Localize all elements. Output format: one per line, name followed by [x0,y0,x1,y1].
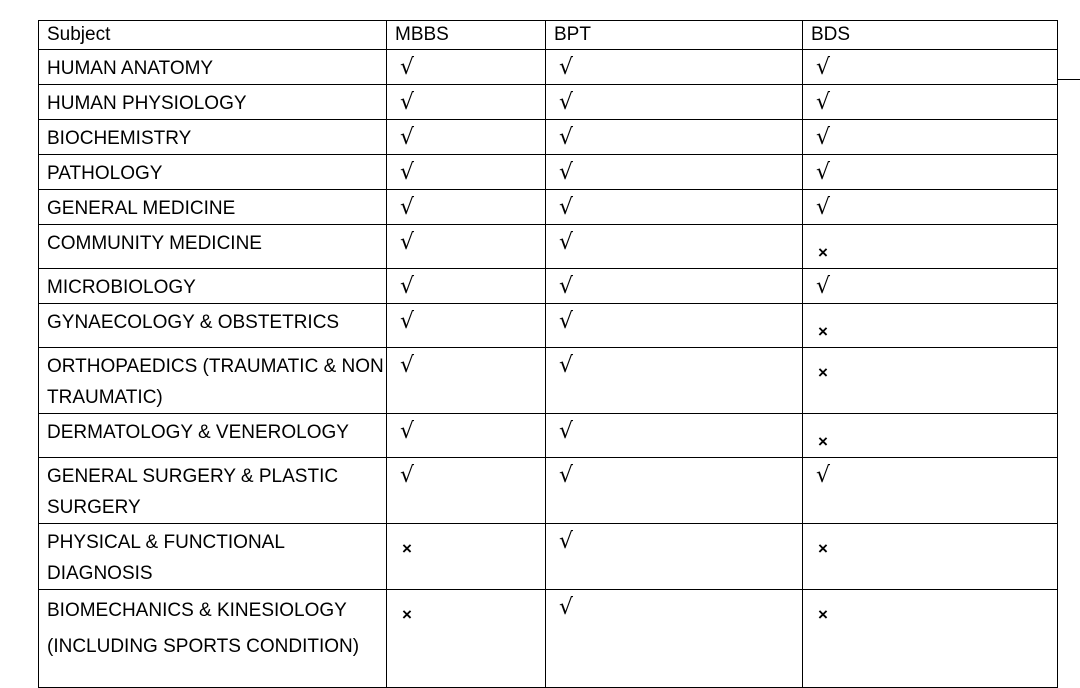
bds-cell [803,458,1058,524]
header-subject: Subject [39,21,387,50]
subject-cell: HUMAN PHYSIOLOGY [39,85,387,120]
header-mbbs: MBBS [387,21,546,50]
check-mark-icon: √ [559,195,574,220]
bds-cell [803,414,1058,458]
subject-cell: GENERAL MEDICINE [39,190,387,225]
bpt-cell [546,190,803,225]
mbbs-cell [387,590,546,688]
check-mark-icon: √ [559,595,574,620]
check-mark-icon: √ [559,55,574,80]
table-row [39,155,1058,190]
bds-cell [803,85,1058,120]
table-row [39,414,1058,458]
check-mark-icon: √ [400,309,415,334]
bds-cell [803,225,1058,269]
header-bpt: BPT [546,21,803,50]
table-row [39,50,1058,85]
table-row [39,348,1058,414]
subject-comparison-table [38,20,1058,688]
bpt-cell [546,414,803,458]
check-mark-icon: √ [816,55,831,80]
bds-cell [803,348,1058,414]
check-mark-icon: √ [559,274,574,299]
subject-cell: COMMUNITY MEDICINE [39,225,387,269]
check-mark-icon: √ [559,353,574,378]
check-mark-icon: √ [816,195,831,220]
check-mark-icon: √ [816,160,831,185]
mbbs-cell [387,269,546,304]
subject-cell: BIOMECHANICS & KINESIOLOGY (INCLUDING SPORTS CONDITION) [39,590,387,688]
bpt-cell [546,50,803,85]
check-mark-icon: √ [559,309,574,334]
mbbs-cell [387,50,546,85]
cross-mark-icon: × [402,605,412,624]
cross-mark-icon: × [818,539,828,558]
bds-cell [803,590,1058,688]
bds-cell [803,155,1058,190]
table-row [39,225,1058,269]
bpt-cell [546,348,803,414]
subject-cell: BIOCHEMISTRY [39,120,387,155]
bpt-cell [546,120,803,155]
check-mark-icon: √ [816,90,831,115]
table-row [39,304,1058,348]
mbbs-cell [387,458,546,524]
table-header-row [39,21,1058,50]
table-row [39,524,1058,590]
check-mark-icon: √ [559,125,574,150]
table-row [39,120,1058,155]
subject-cell: ORTHOPAEDICS (TRAUMATIC & NON TRAUMATIC) [39,348,387,414]
table-row [39,85,1058,120]
subject-cell: PHYSICAL & FUNCTIONAL DIAGNOSIS [39,524,387,590]
bpt-cell [546,304,803,348]
check-mark-icon: √ [559,230,574,255]
mbbs-cell [387,190,546,225]
bpt-cell [546,524,803,590]
bpt-cell [546,458,803,524]
mbbs-cell [387,85,546,120]
bpt-cell [546,85,803,120]
cross-mark-icon: × [818,605,828,624]
check-mark-icon: √ [400,90,415,115]
table-row [39,458,1058,524]
subject-cell: GENERAL SURGERY & PLASTIC SURGERY [39,458,387,524]
table-row [39,590,1058,688]
mbbs-cell [387,120,546,155]
mbbs-cell [387,524,546,590]
bds-cell [803,120,1058,155]
check-mark-icon: √ [400,55,415,80]
table-row [39,269,1058,304]
mbbs-cell [387,155,546,190]
bpt-cell [546,225,803,269]
check-mark-icon: √ [559,90,574,115]
check-mark-icon: √ [400,230,415,255]
table-row [39,190,1058,225]
bds-cell [803,190,1058,225]
subject-cell: GYNAECOLOGY & OBSTETRICS [39,304,387,348]
bds-cell [803,269,1058,304]
check-mark-icon: √ [400,195,415,220]
check-mark-icon: √ [400,419,415,444]
check-mark-icon: √ [816,274,831,299]
cross-mark-icon: × [818,432,828,451]
bds-cell [803,524,1058,590]
check-mark-icon: √ [816,125,831,150]
cross-mark-icon: × [818,363,828,382]
check-mark-icon: √ [559,160,574,185]
check-mark-icon: √ [400,160,415,185]
subject-cell: MICROBIOLOGY [39,269,387,304]
cross-mark-icon: × [402,539,412,558]
cross-mark-icon: × [818,243,828,262]
check-mark-icon: √ [559,463,574,488]
mbbs-cell [387,304,546,348]
bpt-cell [546,590,803,688]
subject-cell: PATHOLOGY [39,155,387,190]
check-mark-icon: √ [559,529,574,554]
check-mark-icon: √ [400,274,415,299]
cross-mark-icon: × [818,322,828,341]
mbbs-cell [387,414,546,458]
mbbs-cell [387,348,546,414]
subject-cell: DERMATOLOGY & VENEROLOGY [39,414,387,458]
bpt-cell [546,155,803,190]
bds-cell [803,50,1058,85]
check-mark-icon: √ [559,419,574,444]
check-mark-icon: √ [400,463,415,488]
bds-cell [803,304,1058,348]
stray-rule-line [1058,79,1080,80]
subject-cell: HUMAN ANATOMY [39,50,387,85]
bpt-cell [546,269,803,304]
check-mark-icon: √ [400,125,415,150]
check-mark-icon: √ [400,353,415,378]
check-mark-icon: √ [816,463,831,488]
mbbs-cell [387,225,546,269]
header-bds: BDS [803,21,1058,50]
